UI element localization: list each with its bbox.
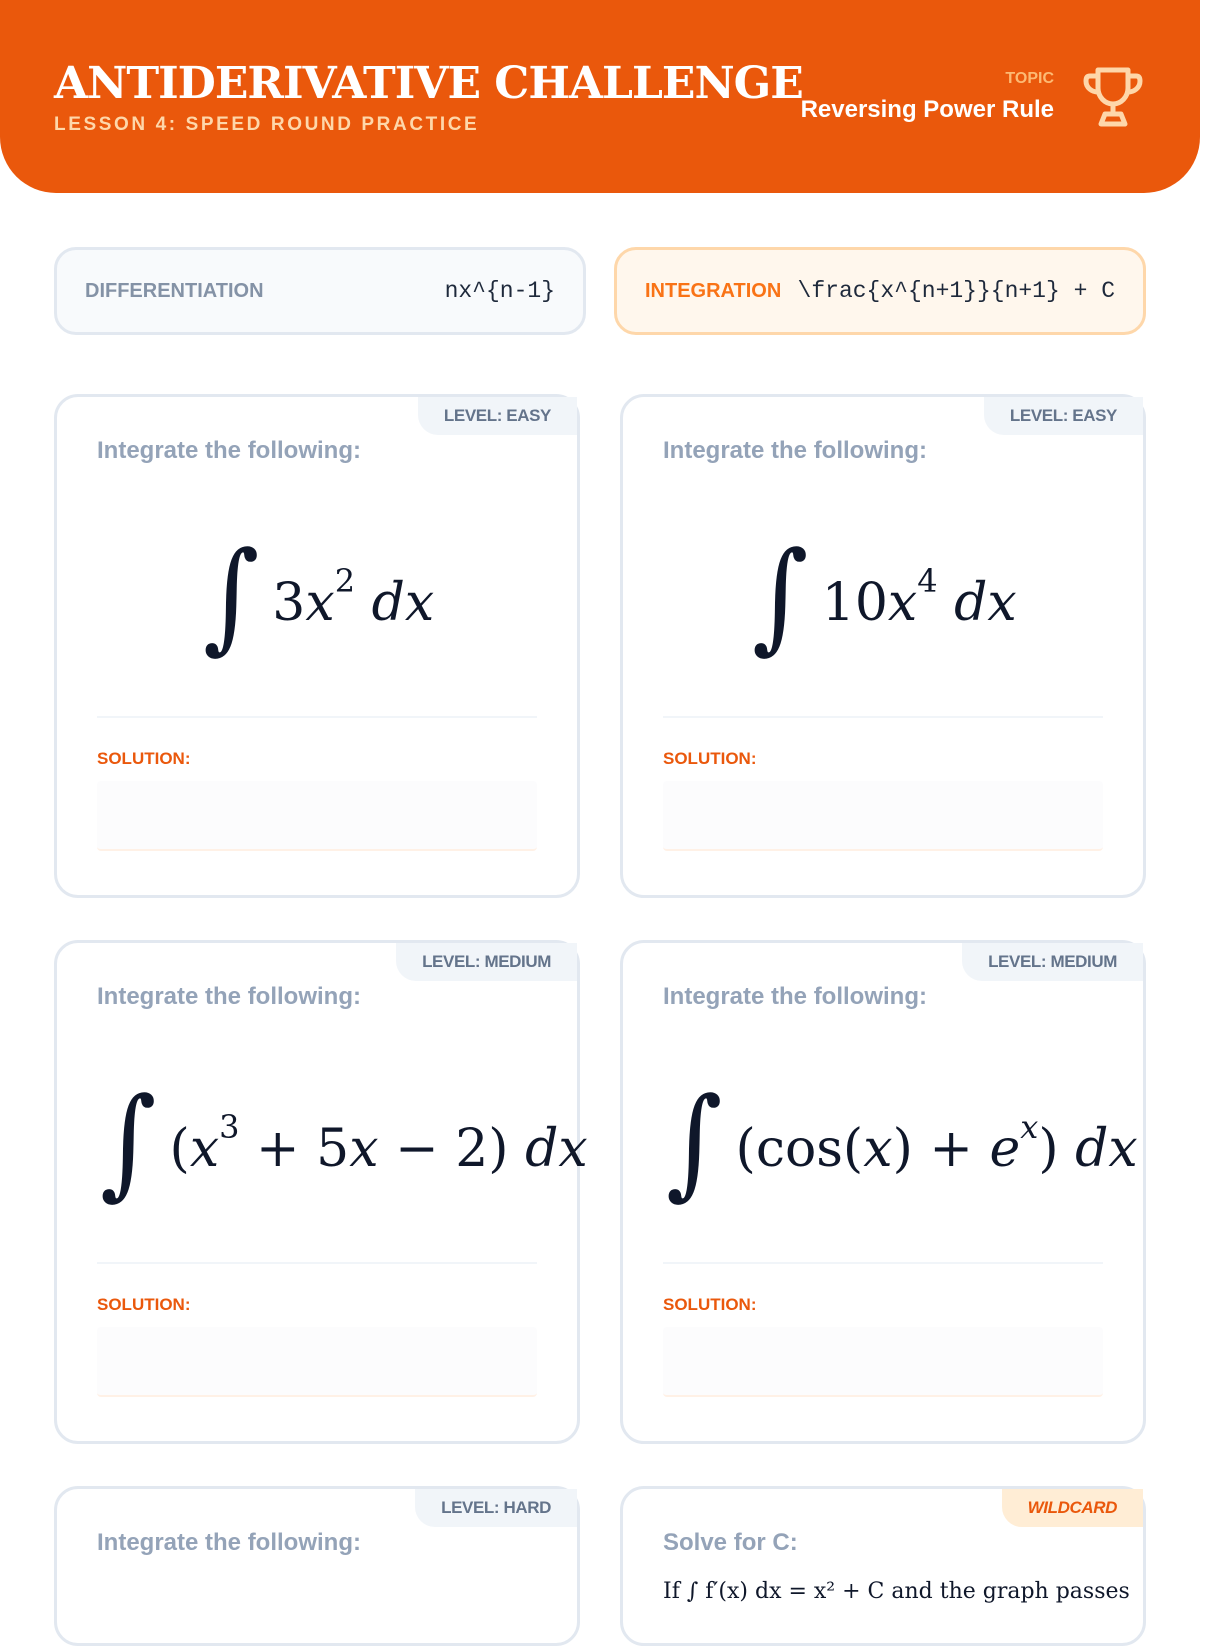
paren-close: ) xyxy=(1038,1118,1059,1179)
integral-sign: ∫ xyxy=(666,1073,723,1212)
term: − 2) xyxy=(378,1118,509,1179)
level-badge: LEVEL: MEDIUM xyxy=(396,943,577,981)
page-title: ANTIDERIVATIVE CHALLENGE xyxy=(54,58,803,109)
exponent: 4 xyxy=(917,561,938,600)
solution-label: SOLUTION: xyxy=(97,749,191,768)
divider xyxy=(663,1262,1103,1264)
function: (cos( xyxy=(735,1118,864,1179)
problem-prompt: Integrate the following: xyxy=(97,983,361,1010)
divider xyxy=(97,716,537,718)
term: ) + xyxy=(892,1118,990,1179)
problem-prompt: Integrate the following: xyxy=(663,983,927,1010)
variable: x xyxy=(887,572,918,633)
problem-card-4 xyxy=(620,940,1146,1444)
integration-expr: \frac{x^{n+1}}{n+1} + C xyxy=(797,278,1115,304)
problem-card-1 xyxy=(54,394,580,898)
differentiation-label: DIFFERENTIATION xyxy=(85,279,264,302)
integration-rule xyxy=(614,247,1146,335)
coefficient: 3 xyxy=(272,572,306,633)
differential: dx xyxy=(954,572,1017,633)
level-badge: LEVEL: EASY xyxy=(984,397,1143,435)
variable: x xyxy=(305,572,335,633)
problem-card-2 xyxy=(620,394,1146,898)
term: + 5 xyxy=(239,1118,350,1179)
variable: x xyxy=(863,1118,893,1179)
integral-sign: ∫ xyxy=(100,1073,157,1212)
problem-prompt: Integrate the following: xyxy=(97,437,361,464)
solution-label: SOLUTION: xyxy=(97,1295,191,1314)
divider xyxy=(663,716,1103,718)
trophy-icon xyxy=(1080,64,1146,130)
exponent: 3 xyxy=(219,1107,240,1146)
differential: dx xyxy=(371,572,435,633)
paren-open: ( xyxy=(169,1118,190,1179)
variable: x xyxy=(189,1118,220,1179)
integration-label: INTEGRATION xyxy=(645,279,782,302)
exponent: 2 xyxy=(334,561,356,600)
math-expression xyxy=(623,517,1143,677)
solution-input-area[interactable] xyxy=(663,781,1103,851)
exponent: x xyxy=(1020,1107,1039,1146)
base: e xyxy=(989,1118,1021,1179)
variable: x xyxy=(349,1118,379,1179)
problem-card-3 xyxy=(54,940,588,1444)
level-badge: LEVEL: EASY xyxy=(418,397,577,435)
wildcard-badge: WILDCARD xyxy=(1002,1489,1143,1527)
math-expression xyxy=(623,1063,1223,1223)
lesson-subtitle: LESSON 4: SPEED ROUND PRACTICE xyxy=(54,114,480,135)
solution-input-area[interactable] xyxy=(97,1327,537,1397)
problem-card-6 xyxy=(620,1486,1146,1646)
integral-sign: ∫ xyxy=(202,527,260,666)
differentiation-expr: nx^{n-1} xyxy=(444,278,555,304)
divider xyxy=(97,1262,537,1264)
problem-prompt: Solve for C: xyxy=(663,1529,798,1556)
math-expression xyxy=(57,1063,657,1223)
problem-prompt: Integrate the following: xyxy=(97,1529,361,1556)
differentiation-rule xyxy=(54,247,586,335)
topic-label: TOPIC xyxy=(1005,70,1054,87)
differential: dx xyxy=(525,1118,588,1179)
topic-value: Reversing Power Rule xyxy=(800,96,1054,123)
header-banner xyxy=(0,0,1200,193)
level-badge: LEVEL: MEDIUM xyxy=(962,943,1143,981)
integral-sign: ∫ xyxy=(752,527,809,666)
solution-input-area[interactable] xyxy=(97,781,537,851)
wildcard-statement: If ∫ f′(x) dx = x² + C and the graph passes xyxy=(663,1579,1130,1604)
level-badge: LEVEL: HARD xyxy=(415,1489,577,1527)
coefficient: 10 xyxy=(821,572,888,633)
math-expression xyxy=(57,517,577,677)
solution-label: SOLUTION: xyxy=(663,1295,757,1314)
differential: dx xyxy=(1075,1118,1138,1179)
solution-label: SOLUTION: xyxy=(663,749,757,768)
problem-prompt: Integrate the following: xyxy=(663,437,927,464)
problem-card-5 xyxy=(54,1486,580,1646)
solution-input-area[interactable] xyxy=(663,1327,1103,1397)
